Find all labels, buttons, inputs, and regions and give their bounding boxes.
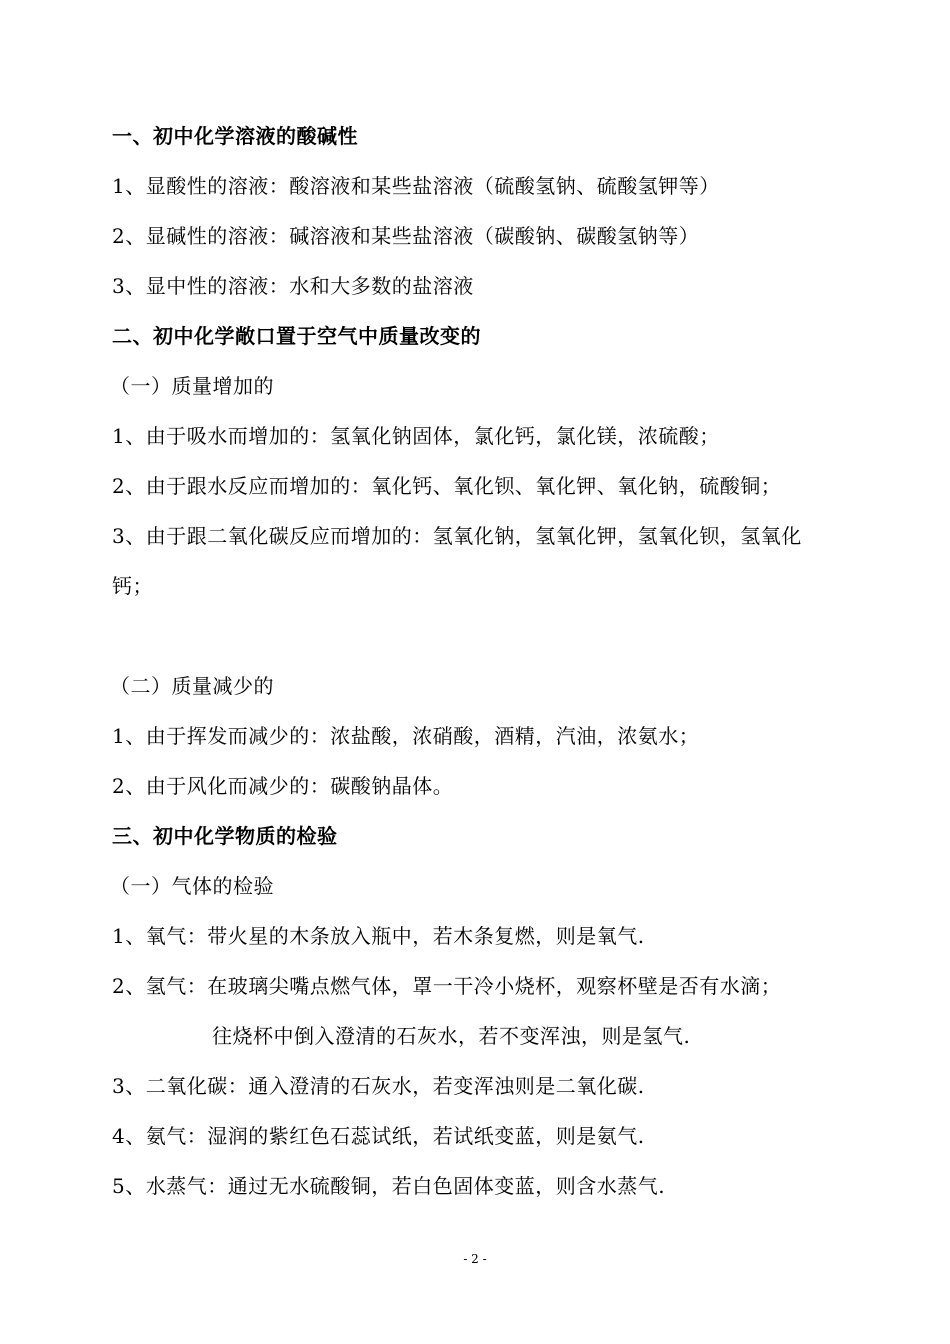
subsection-heading: （二）质量减少的: [110, 674, 274, 698]
list-item-continuation: 往烧杯中倒入澄清的石灰水，若不变浑浊，则是氢气.: [212, 1024, 691, 1048]
list-item-continuation: 钙；: [112, 574, 153, 598]
list-item: 2、显碱性的溶液：碱溶液和某些盐溶液（碳酸钠、碳酸氢钠等）: [112, 224, 700, 248]
subsection-heading: （一）气体的检验: [110, 874, 274, 898]
list-item: 1、由于挥发而减少的：浓盐酸，浓硝酸，酒精，汽油，浓氨水；: [112, 724, 700, 748]
section-heading-1: 一、初中化学溶液的酸碱性: [112, 124, 358, 148]
list-item: 3、显中性的溶液：水和大多数的盐溶液: [112, 274, 474, 298]
list-item: 5、水蒸气：通过无水硫酸铜，若白色固体变蓝，则含水蒸气.: [112, 1174, 666, 1198]
list-item: 1、显酸性的溶液：酸溶液和某些盐溶液（硫酸氢钠、硫酸氢钾等）: [112, 174, 720, 198]
page-number: - 2 -: [463, 1252, 487, 1266]
section-heading-3: 三、初中化学物质的检验: [112, 824, 338, 848]
list-item: 3、由于跟二氧化碳反应而增加的：氢氧化钠，氢氧化钾，氢氧化钡，氢氧化: [112, 524, 802, 548]
list-item: 2、氢气：在玻璃尖嘴点燃气体，罩一干冷小烧杯，观察杯壁是否有水滴；: [112, 974, 782, 998]
list-item: 3、二氧化碳：通入澄清的石灰水，若变浑浊则是二氧化碳.: [112, 1074, 645, 1098]
subsection-heading: （一）质量增加的: [110, 374, 274, 398]
list-item: 2、由于风化而减少的：碳酸钠晶体。: [112, 774, 454, 798]
list-item: 1、由于吸水而增加的：氢氧化钠固体，氯化钙，氯化镁，浓硫酸；: [112, 424, 720, 448]
list-item: 2、由于跟水反应而增加的：氧化钙、氧化钡、氧化钾、氧化钠，硫酸铜；: [112, 474, 782, 498]
list-item: 4、氨气：湿润的紫红色石蕊试纸，若试纸变蓝，则是氨气.: [112, 1124, 645, 1148]
list-item: 1、氧气：带火星的木条放入瓶中，若木条复燃，则是氧气.: [112, 924, 645, 948]
section-heading-2: 二、初中化学敞口置于空气中质量改变的: [112, 324, 481, 348]
